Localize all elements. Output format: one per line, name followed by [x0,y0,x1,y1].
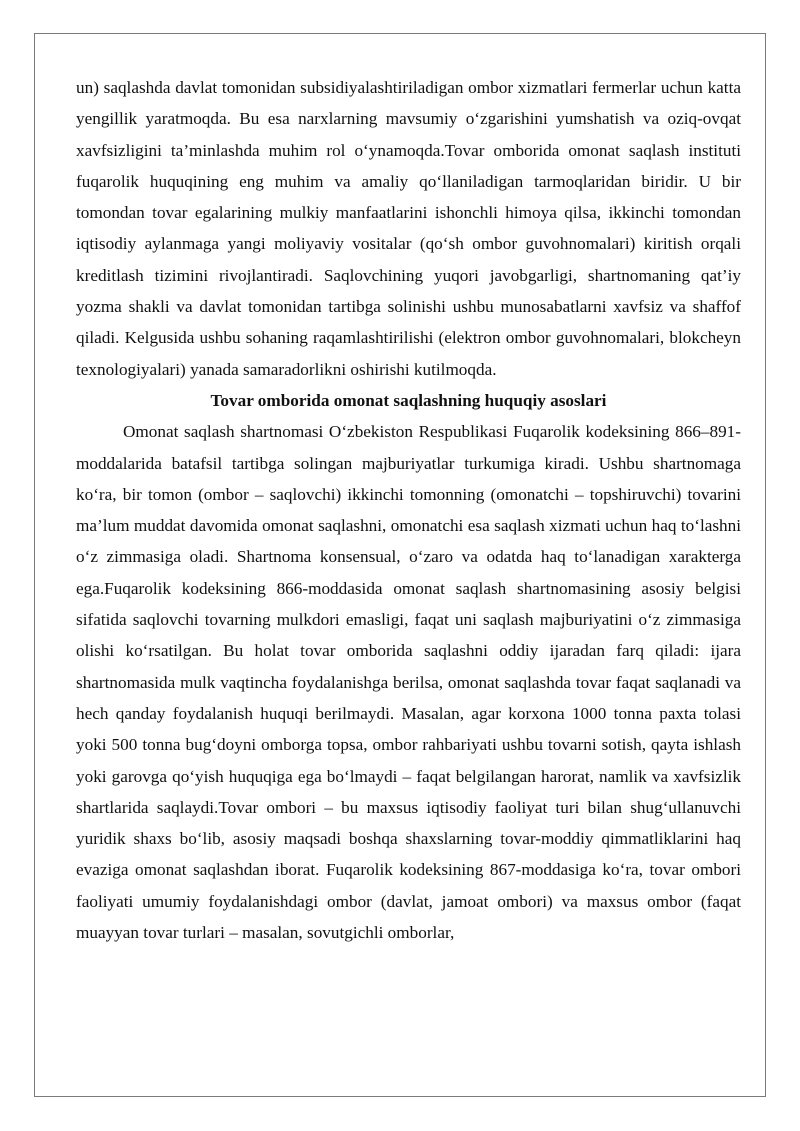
document-body [76,72,741,948]
paragraph-intro: un) saqlashda davlat tomonidan subsidiyalashtiriladigan ombor xizmatlari fermerlar uchun katta yengillik yaratmoqda. Bu esa narxlarning mavsumiy o‘zgarishini yumshatish va oziq-ovqat xavfsizligini ta’minlashda muhim rol o‘ynamoqda.Tovar omborida omonat saqlash instituti fuqarolik huquqining eng muhim va amaliy qo‘llaniladigan tarmoqlaridan biridir. U bir tomondan tovar egalarining mulkiy manfaatlarini ishonchli himoya qilsa, ikkinchi tomondan iqtisodiy aylanmaga yangi moliyaviy vositalar (qo‘sh ombor guvohnomalari) kiritish orqali kreditlash tizimini rivojlantiradi. Saqlovchining yuqori javobgarligi, shartnomaning qat’iy yozma shakli va davlat tomonidan tartibga solinishi ushbu munosabatlarni xavfsiz va shaffof qiladi. Kelgusida ushbu sohaning raqamlashtirilishi (elektron ombor guvohnomalari, blokcheyn texnologiyalari) yanada samaradorlikni oshirishi kutilmoqda. [76,78,741,379]
paragraph-legal-basis: Omonat saqlash shartnomasi O‘zbekiston Respublikasi Fuqarolik kodeksining 866–891-moddalarida batafsil tartibga solingan majburiyatlar turkumiga kiradi. Ushbu shartnomaga ko‘ra, bir tomon (ombor – saqlovchi) ikkinchi tomonning (omonatchi – topshiruvchi) tovarini ma’lum muddat davomida omonat saqlashni, omonatchi esa saqlash xizmati uchun haq to‘lashni o‘z zimmasiga oladi. Shartnoma konsensual, o‘zaro va odatda haq to‘lanadigan xarakterga ega.Fuqarolik kodeksining 866-moddasida omonat saqlash shartnomasining asosiy belgisi sifatida saqlovchi tovarning mulkdori emasligi, faqat uni saqlash majburiyatini o‘z zimmasiga olishi ko‘rsatilgan. Bu holat tovar omborida saqlashni oddiy ijaradan farq qiladi: ijara shartnomasida mulk vaqtincha foydalanishga berilsa, omonat saqlashda tovar faqat saqlanadi va hech qanday foydalanish huquqi berilmaydi. Masalan, agar korxona 1000 tonna paxta tolasi yoki 500 tonna bug‘doyni omborga topsa, ombor rahbariyati ushbu tovarni sotish, qayta ishlash yoki garovga qo‘yish huquqiga ega bo‘lmaydi – faqat belgilangan harorat, namlik va xavfsizlik shartlarida saqlaydi.Tovar ombori – bu maxsus iqtisodiy faoliyat turi bilan shug‘ullanuvchi yuridik shaxs bo‘lib, asosiy maqsadi boshqa shaxslarning tovar-moddiy qimmatliklarini haq evaziga omonat saqlashdan iborat. Fuqarolik kodeksining 867-moddasiga ko‘ra, tovar ombori faoliyati umumiy foydalanishdagi ombor (davlat, jamoat ombori) va maxsus ombor (faqat muayyan tovar turlari – masalan, sovutgichli omborlar, [76,422,741,943]
section-heading: Tovar omborida omonat saqlashning huquqiy asoslari [210,390,607,410]
